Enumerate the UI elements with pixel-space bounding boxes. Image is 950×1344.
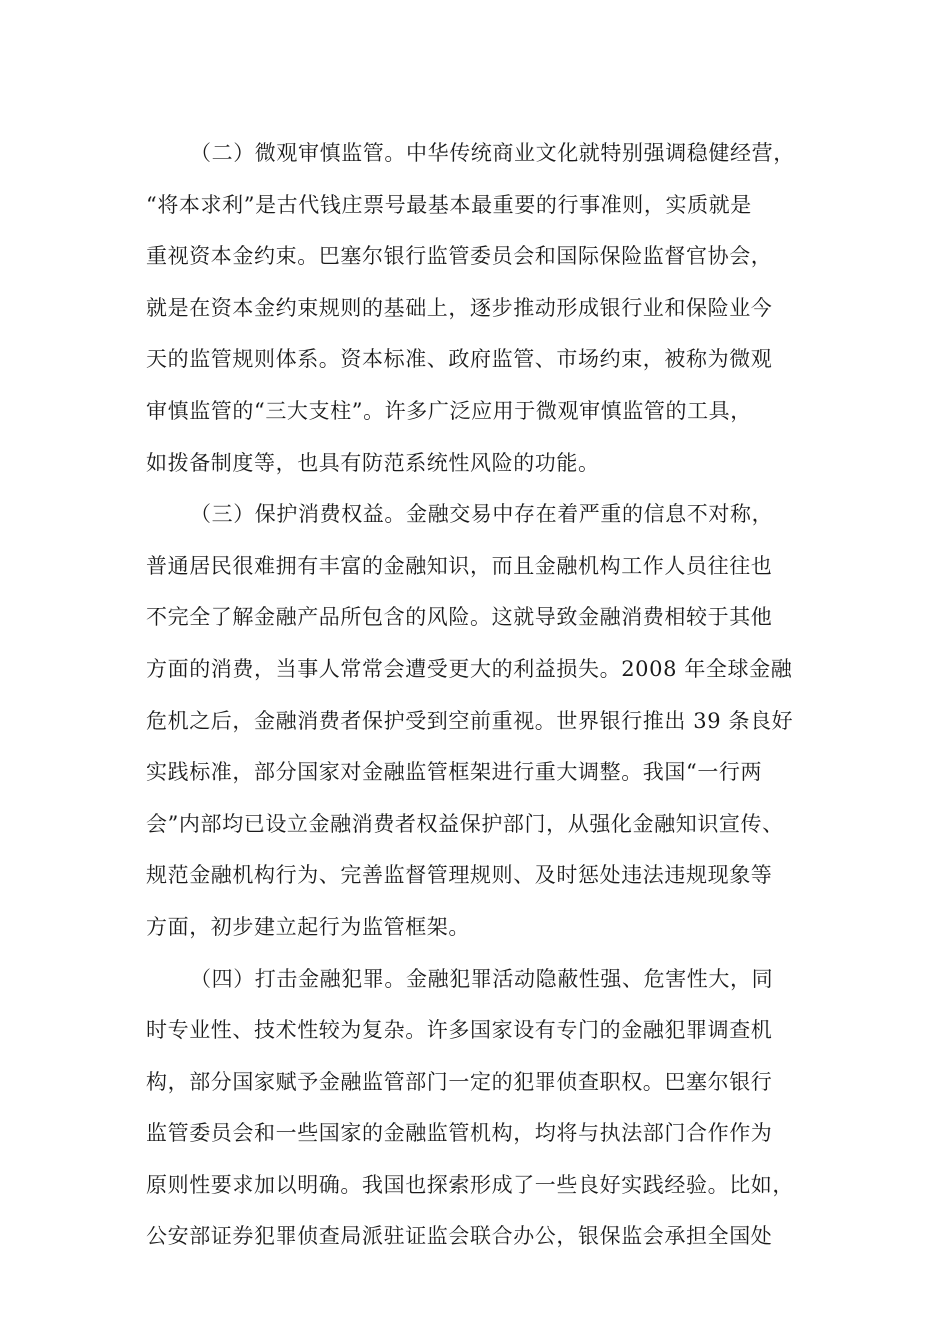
text-line: 方面，初步建立起行为监管框架。	[146, 914, 470, 939]
text-line: （三）保护消费权益。金融交易中存在着严重的信息不对称，	[190, 502, 774, 527]
text-line: （四）打击金融犯罪。金融犯罪活动隐蔽性强、危害性大，同	[190, 966, 774, 991]
text-line: 就是在资本金约束规则的基础上，逐步推动形成银行业和保险业今	[146, 295, 773, 320]
text-line: （二）微观审慎监管。中华传统商业文化就特别强调稳健经营，	[190, 141, 795, 165]
text-line: 监管委员会和一些国家的金融监管机构，均将与执法部门合作作为	[146, 1121, 773, 1146]
text-line: 时专业性、技术性较为复杂。许多国家设有专门的金融犯罪调查机	[146, 1018, 773, 1043]
text-line: 如拨备制度等，也具有防范系统性风险的功能。	[146, 450, 600, 475]
paragraph-micro-prudential-supervision	[146, 128, 806, 489]
text-line: 公安部证券犯罪侦查局派驻证监会联合办公，银保监会承担全国处	[146, 1224, 773, 1249]
text-line: 构，部分国家赋予金融监管部门一定的犯罪侦查职权。巴塞尔银行	[146, 1069, 773, 1094]
paragraph-financial-crime	[146, 954, 806, 1264]
text-line: 方面的消费，当事人常常会遭受更大的利益损失。2008 年全球金融	[146, 656, 793, 681]
text-line: 普通居民很难拥有丰富的金融知识，而且金融机构工作人员往往也	[146, 553, 773, 578]
text-line: 原则性要求加以明确。我国也探索形成了一些良好实践经验。比如，	[146, 1172, 794, 1197]
text-line: “将本求利”是古代钱庄票号最基本最重要的行事准则，实质就是	[146, 192, 752, 217]
text-line: 实践标准，部分国家对金融监管框架进行重大调整。我国“一行两	[146, 760, 763, 785]
text-line: 重视资本金约束。巴塞尔银行监管委员会和国际保险监督官协会，	[146, 244, 773, 269]
text-line: 危机之后，金融消费者保护受到空前重视。世界银行推出 39 条良好	[146, 708, 794, 733]
text-line: 天的监管规则体系。资本标准、政府监管、市场约束，被称为微观	[146, 347, 773, 372]
text-line: 规范金融机构行为、完善监督管理规则、及时惩处违法违规现象等	[146, 863, 773, 888]
document-body	[146, 128, 806, 1263]
text-line: 会”内部均已设立金融消费者权益保护部门，从强化金融知识宣传、	[146, 811, 784, 836]
text-line: 审慎监管的“三大支柱”。许多广泛应用于微观审慎监管的工具，	[146, 398, 752, 423]
text-line: 不完全了解金融产品所包含的风险。这就导致金融消费相较于其他	[146, 605, 773, 630]
paragraph-consumer-protection	[146, 489, 806, 953]
